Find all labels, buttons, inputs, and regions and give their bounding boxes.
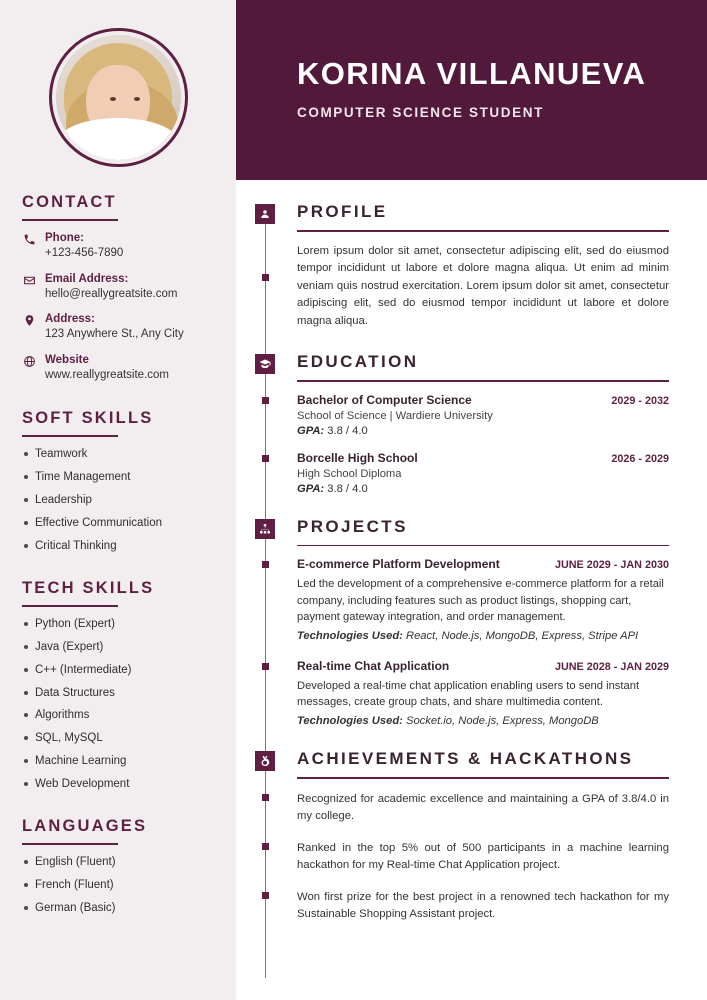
contact-item-phone: [22, 232, 214, 262]
website-label: Website: [45, 353, 89, 366]
languages-section-title: LANGUAGES: [22, 817, 148, 836]
timeline-dot: [262, 843, 269, 850]
education-entry-gpa: [297, 483, 669, 495]
contact-item-address: [22, 313, 214, 343]
soft-skills-list: [22, 447, 214, 553]
timeline-dot: [262, 397, 269, 404]
timeline-dot: [262, 892, 269, 899]
education-entry-title: Bachelor of Computer Science: [297, 392, 472, 407]
list-item: C++ (Intermediate): [22, 663, 214, 677]
phone-label: Phone:: [45, 232, 84, 244]
contact-section-title: CONTACT: [22, 193, 117, 211]
technologies-label: Technologies Used:: [297, 715, 403, 728]
project-entry-title: Real-time Chat Application: [297, 658, 450, 673]
projects-title: PROJECTS: [297, 516, 408, 536]
list-item: SQL, MySQL: [22, 731, 214, 745]
timeline-dot: [262, 561, 269, 568]
list-item: German (Basic): [22, 901, 214, 915]
education-entry-school: High School Diploma: [297, 467, 402, 480]
education-entry-date: 2029 - 2032: [611, 394, 669, 407]
contact-item-website: [22, 354, 214, 384]
list-item: Leadership: [22, 493, 214, 507]
profile-section: [236, 202, 707, 330]
list-item: Machine Learning: [22, 754, 214, 768]
main-content: [236, 0, 707, 1000]
profile-photo: [56, 35, 181, 160]
education-entry-school: School of Science | Wardiere University: [297, 409, 493, 422]
projects-divider: [297, 545, 669, 547]
list-item: English (Fluent): [22, 855, 214, 869]
list-item: Effective Communication: [22, 516, 214, 530]
timeline-dot: [262, 455, 269, 462]
gpa-value: 3.8 / 4.0: [327, 482, 368, 495]
profile-divider: [297, 230, 669, 232]
tech-skills-section-title: TECH SKILLS: [22, 578, 155, 597]
project-entry-title: E-commerce Platform Development: [297, 557, 500, 572]
project-entry-date: JUNE 2029 - JAN 2030: [554, 559, 669, 572]
tech-skills-list: [22, 617, 214, 792]
email-label: Email Address:: [45, 272, 129, 285]
list-item: Algorithms: [22, 708, 214, 722]
profile-title: PROFILE: [297, 202, 388, 221]
list-item: Python (Expert): [22, 617, 214, 631]
gpa-value: 3.8 / 4.0: [327, 424, 368, 437]
project-entry-date: JUNE 2028 - JAN 2029: [554, 660, 669, 673]
list-item: Critical Thinking: [22, 539, 214, 553]
soft-skills-section-title: SOFT SKILLS: [22, 409, 154, 428]
timeline-dot: [262, 663, 269, 670]
graduation-cap-icon: [255, 354, 275, 374]
achievement-item: [297, 791, 669, 825]
gpa-label: GPA:: [297, 424, 325, 437]
timeline-dot: [262, 794, 269, 801]
list-item: Teamwork: [22, 447, 214, 461]
list-item: Web Development: [22, 777, 214, 791]
projects-section: [236, 517, 707, 728]
project-entry: [297, 659, 669, 727]
job-title: COMPUTER SCIENCE STUDENT: [297, 105, 544, 120]
address-value: 123 Anywhere St., Any City: [45, 328, 184, 341]
technologies-value: React, Node.js, MongoDB, Express, Stripe API: [406, 629, 639, 642]
education-title: EDUCATION: [297, 352, 419, 372]
project-entry: [297, 557, 669, 642]
achievement-text: Ranked in the top 5% out of 500 participants in a machine learning hackathon for my Real-time Chat Application project.: [297, 841, 669, 871]
achievements-title: ACHIEVEMENTS & HACKATHONS: [297, 749, 634, 769]
email-value: hello@reallygreatsite.com: [45, 287, 178, 300]
medal-icon: [255, 751, 275, 771]
achievements-section: [236, 749, 707, 922]
phone-value: +123-456-7890: [45, 247, 124, 259]
achievement-text: Recognized for academic excellence and maintaining a GPA of 3.8/4.0 in my college.: [297, 793, 669, 822]
list-item: Time Management: [22, 470, 214, 484]
technologies-label: Technologies Used:: [297, 629, 403, 642]
soft-skills-divider: [22, 435, 118, 437]
list-item: Data Structures: [22, 686, 214, 700]
education-section: [236, 352, 707, 495]
education-entry: [297, 393, 669, 437]
location-pin-icon: [22, 314, 36, 327]
sitemap-icon: [255, 519, 275, 539]
timeline-dot: [262, 274, 269, 281]
phone-icon: [22, 233, 36, 246]
technologies-value: Socket.io, Node.js, Express, MongoDB: [406, 715, 599, 728]
list-item: French (Fluent): [22, 878, 214, 892]
achievements-divider: [297, 777, 669, 779]
person-badge-icon: [255, 204, 275, 224]
education-divider: [297, 380, 669, 382]
sidebar: [0, 0, 236, 1000]
achievement-text: Won first prize for the best project in a renowned tech hackathon for my Sustainable Shopping Assistant project.: [297, 890, 669, 920]
project-entry-description: Led the development of a comprehensive e-commerce platform for a retail company, including features such as product listings, shopping cart, payment gateway integration, and order management.: [297, 578, 664, 623]
contact-item-email: [22, 273, 214, 303]
achievement-item: [297, 889, 669, 923]
languages-divider: [22, 843, 118, 845]
website-value: www.reallygreatsite.com: [45, 368, 169, 381]
project-entry-technologies: [297, 715, 669, 727]
profile-text: Lorem ipsum dolor sit amet, consectetur adipiscing elit, sed do eiusmod tempor incididunt ut labore et dolore magna aliqua. Ut enim ad minim veniam quis nostrud exercitation. Lorem ipsum dolor sit amet, consectetur adipiscing elit, sed do eiusmod tempor incididunt ut labore et dolore magna aliqua.: [297, 244, 669, 327]
address-label: Address:: [45, 313, 95, 326]
achievement-item: [297, 840, 669, 874]
languages-list: [22, 855, 214, 915]
list-item: Java (Expert): [22, 640, 214, 654]
education-entry-title: Borcelle High School: [297, 450, 418, 465]
education-entry: [297, 451, 669, 495]
globe-icon: [22, 355, 36, 368]
tech-skills-divider: [22, 605, 118, 607]
avatar: [49, 28, 188, 167]
header-banner: [236, 0, 707, 180]
education-entry-gpa: [297, 425, 669, 437]
education-entry-date: 2026 - 2029: [611, 452, 669, 465]
project-entry-technologies: [297, 630, 669, 642]
sections-area: [236, 180, 707, 1000]
page-title: KORINA VILLANUEVA: [297, 56, 647, 91]
contact-divider: [22, 219, 118, 221]
project-entry-description: Developed a real-time chat application enabling users to send instant messages, create group chats, and share multimedia content.: [297, 679, 640, 709]
envelope-icon: [22, 274, 36, 287]
gpa-label: GPA:: [297, 482, 325, 495]
